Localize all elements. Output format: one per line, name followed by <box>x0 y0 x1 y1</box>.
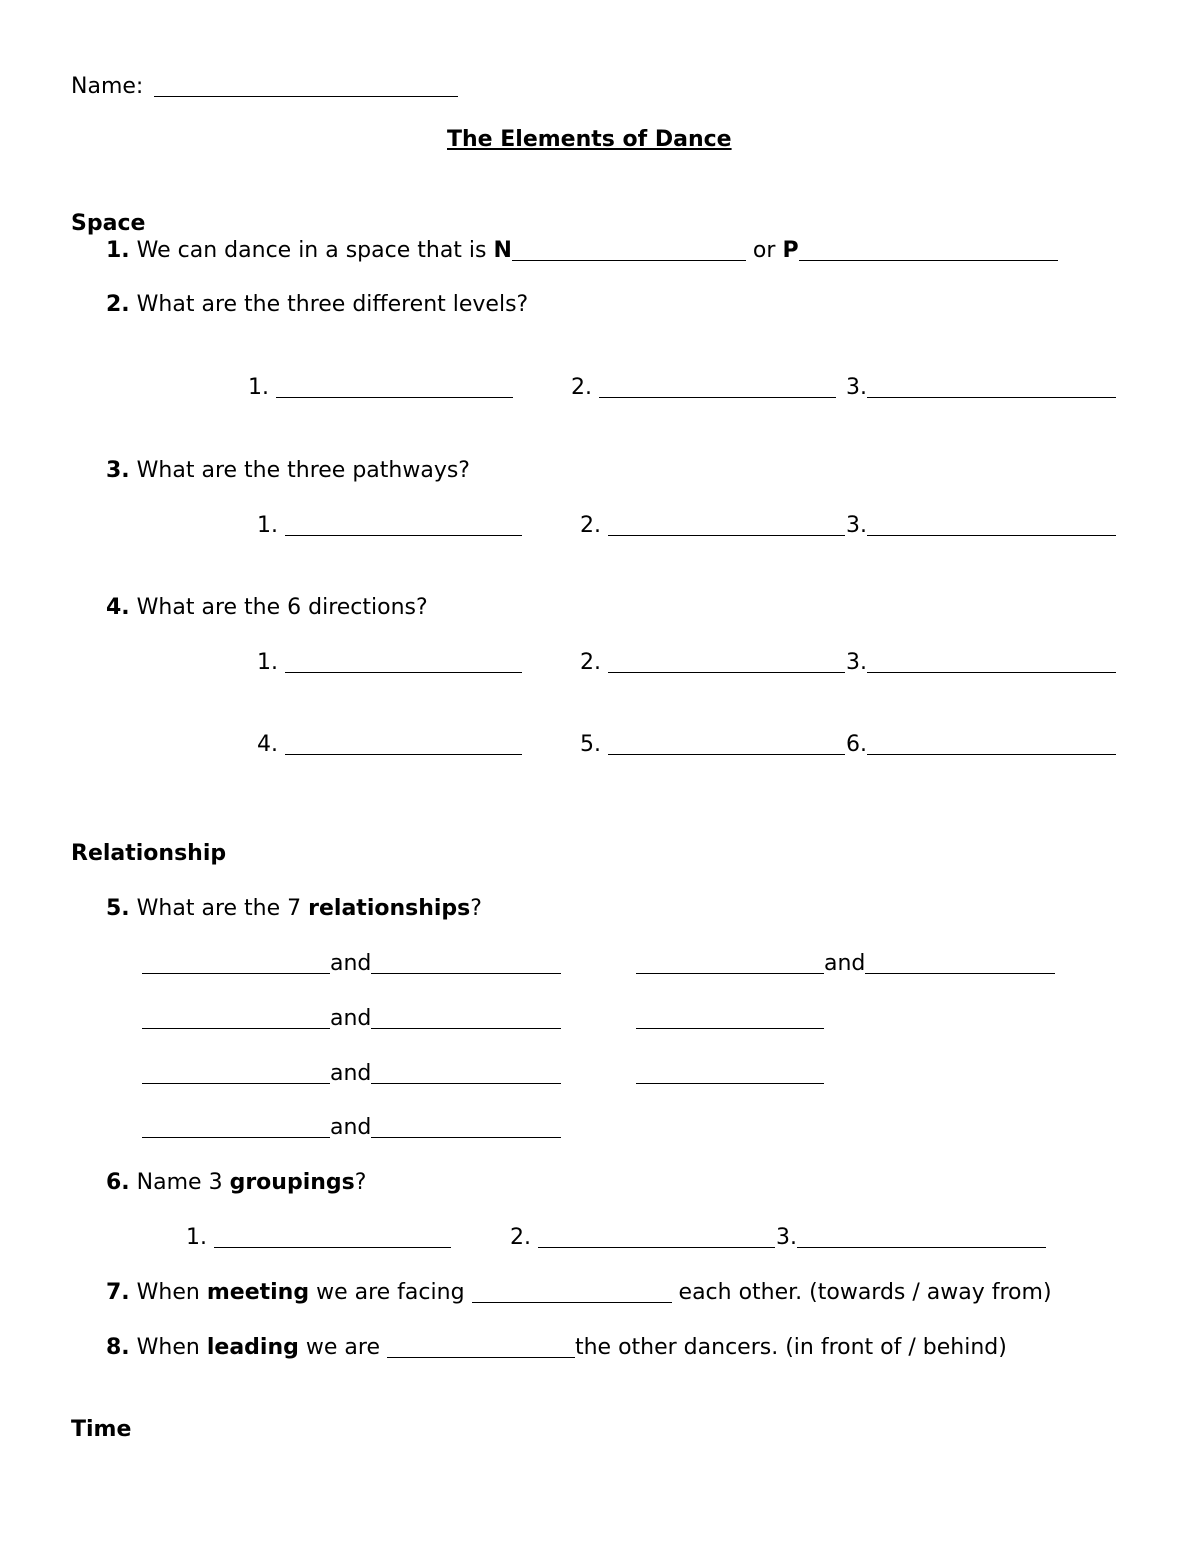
answer-blank[interactable] <box>636 1082 824 1084</box>
answer-blank[interactable] <box>214 1246 451 1248</box>
question-text: What are the three pathways? <box>136 458 470 483</box>
answer-item <box>186 1227 451 1249</box>
question-8 <box>106 1337 1007 1359</box>
question-text-end: the other dancers. (in front of / behind) <box>574 1335 1007 1360</box>
and-text: and <box>330 1006 372 1031</box>
answer-item <box>510 1227 775 1249</box>
question-mark: ? <box>470 896 482 921</box>
question-text: Name 3 <box>136 1170 223 1195</box>
relationship-pair <box>142 953 561 975</box>
question-number: 1. <box>106 238 130 263</box>
answer-item <box>846 515 1116 537</box>
hint-letter-p: P <box>782 238 799 263</box>
relationship-single <box>636 1063 824 1085</box>
answer-item <box>571 377 836 399</box>
section-heading-time: Time <box>71 1417 132 1442</box>
answer-item <box>257 734 522 756</box>
and-text: and <box>330 1061 372 1086</box>
question-text: When <box>136 1335 200 1360</box>
answer-item <box>580 734 845 756</box>
or-text: or <box>752 238 776 263</box>
answer-blank[interactable] <box>797 1246 1046 1248</box>
question-mark: ? <box>354 1170 367 1195</box>
answer-blank[interactable] <box>285 753 522 755</box>
answer-blank[interactable] <box>867 534 1116 536</box>
answer-blank[interactable] <box>371 1082 561 1084</box>
question-text-end: each other. (towards / away from) <box>678 1280 1052 1305</box>
answer-item <box>776 1227 1046 1249</box>
answer-blank[interactable] <box>371 1136 561 1138</box>
relationship-pair <box>142 1008 561 1030</box>
question-1 <box>106 240 1058 262</box>
question-number: 8. <box>106 1335 130 1360</box>
hint-letter-n: N <box>493 238 512 263</box>
answer-blank[interactable] <box>636 972 824 974</box>
question-number: 2. <box>106 292 130 317</box>
answer-blank[interactable] <box>865 972 1055 974</box>
question-number: 3. <box>106 458 130 483</box>
answer-blank[interactable] <box>371 972 561 974</box>
answer-blank[interactable] <box>608 671 845 673</box>
section-heading-space: Space <box>71 211 146 236</box>
answer-blank[interactable] <box>387 1356 575 1358</box>
question-text: What are the 7 <box>136 896 302 921</box>
answer-label: 3. <box>846 375 867 400</box>
name-row <box>71 76 458 98</box>
question-4 <box>106 597 428 619</box>
question-text-mid: we are facing <box>316 1280 465 1305</box>
answer-blank[interactable] <box>867 396 1116 398</box>
answer-label: 6. <box>846 732 867 757</box>
answer-blank[interactable] <box>142 972 330 974</box>
answer-label: 1. <box>257 650 278 675</box>
answer-label: 2. <box>580 650 601 675</box>
answer-item <box>580 652 845 674</box>
answer-blank[interactable] <box>371 1027 561 1029</box>
answer-item <box>846 652 1116 674</box>
answer-blank[interactable] <box>285 534 522 536</box>
answer-label: 1. <box>248 375 269 400</box>
question-number: 7. <box>106 1280 130 1305</box>
answer-blank[interactable] <box>472 1301 672 1303</box>
question-keyword: relationships <box>308 896 471 921</box>
answer-label: 5. <box>580 732 601 757</box>
question-7 <box>106 1282 1052 1304</box>
answer-label: 3. <box>846 513 867 538</box>
answer-label: 2. <box>510 1225 531 1250</box>
answer-blank[interactable] <box>867 753 1116 755</box>
answer-blank[interactable] <box>142 1027 330 1029</box>
answer-label: 1. <box>257 513 278 538</box>
name-label: Name: <box>71 74 144 99</box>
question-text: What are the 6 directions? <box>136 595 428 620</box>
question-2 <box>106 294 528 316</box>
relationship-pair <box>142 1117 561 1139</box>
question-keyword: leading <box>206 1335 299 1360</box>
answer-blank[interactable] <box>867 671 1116 673</box>
answer-blank[interactable] <box>636 1027 824 1029</box>
answer-label: 3. <box>846 650 867 675</box>
question-3 <box>106 460 470 482</box>
question-number: 4. <box>106 595 130 620</box>
section-heading-relationship: Relationship <box>71 841 227 866</box>
answer-item <box>248 377 513 399</box>
answer-label: 3. <box>776 1225 797 1250</box>
answer-label: 1. <box>186 1225 207 1250</box>
question-keyword: groupings <box>229 1170 355 1195</box>
answer-item <box>257 652 522 674</box>
relationship-pair <box>142 1063 561 1085</box>
answer-blank[interactable] <box>538 1246 775 1248</box>
question-number: 5. <box>106 896 130 921</box>
answer-blank[interactable] <box>142 1082 330 1084</box>
answer-blank[interactable] <box>608 534 845 536</box>
answer-label: 4. <box>257 732 278 757</box>
answer-blank[interactable] <box>276 396 513 398</box>
question-number: 6. <box>106 1170 130 1195</box>
question-text-mid: we are <box>305 1335 380 1360</box>
relationship-pair <box>636 953 1055 975</box>
question-text: When <box>136 1280 200 1305</box>
question-text: We can dance in a space that is <box>136 238 487 263</box>
question-keyword: meeting <box>206 1280 310 1305</box>
page-title: The Elements of Dance <box>447 127 732 152</box>
relationship-single <box>636 1008 824 1030</box>
answer-label: 2. <box>571 375 592 400</box>
question-5 <box>106 898 482 920</box>
answer-blank[interactable] <box>608 753 845 755</box>
answer-item <box>846 377 1116 399</box>
answer-item <box>257 515 522 537</box>
name-field[interactable] <box>154 95 458 97</box>
answer-item <box>846 734 1116 756</box>
and-text: and <box>824 951 866 976</box>
answer-blank[interactable] <box>599 396 836 398</box>
answer-blank-n[interactable] <box>512 259 746 261</box>
and-text: and <box>330 951 372 976</box>
answer-blank[interactable] <box>142 1136 330 1138</box>
answer-item <box>580 515 845 537</box>
question-text: What are the three different levels? <box>136 292 529 317</box>
answer-label: 2. <box>580 513 601 538</box>
answer-blank-p[interactable] <box>799 259 1058 261</box>
and-text: and <box>330 1115 372 1140</box>
question-6 <box>106 1172 366 1194</box>
answer-blank[interactable] <box>285 671 522 673</box>
